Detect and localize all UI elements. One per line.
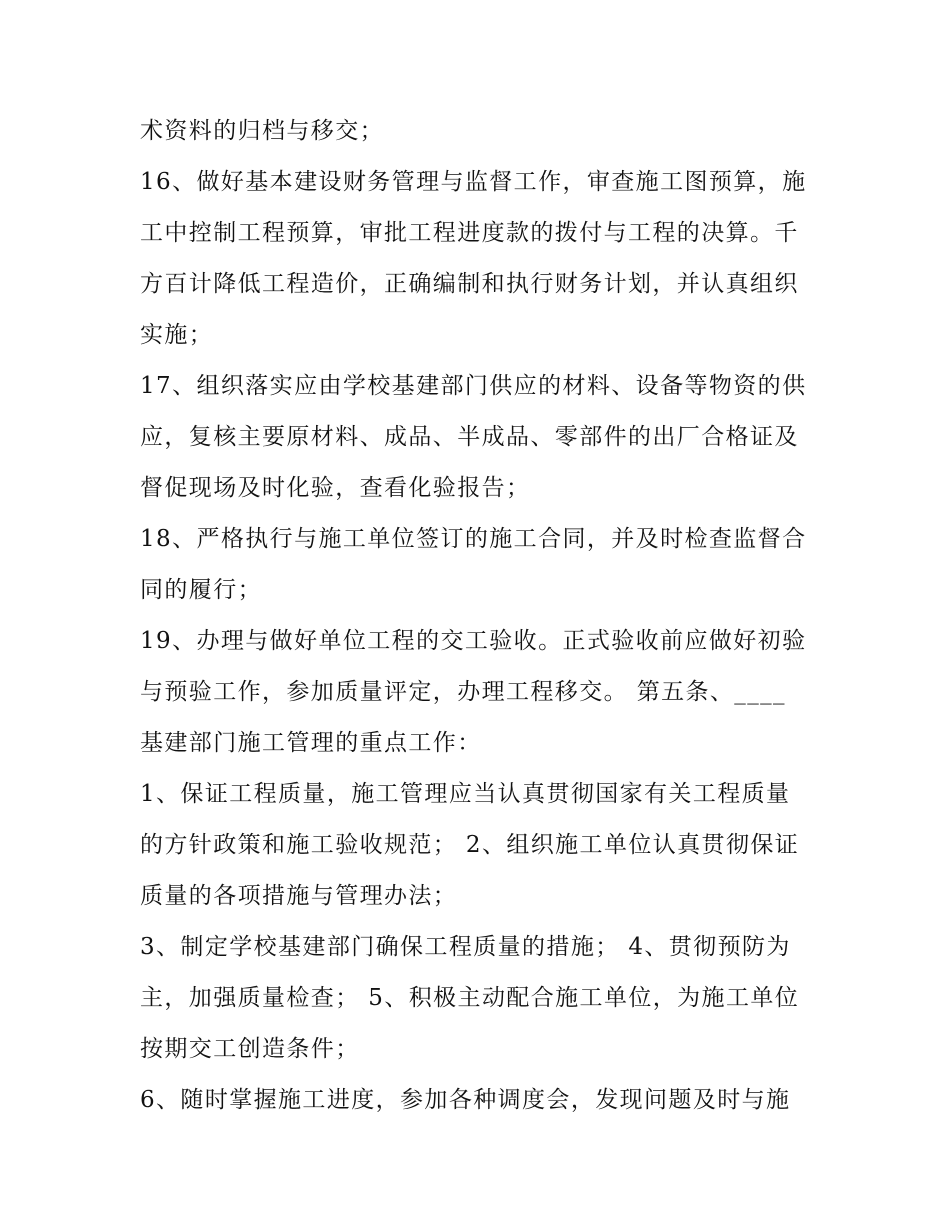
text-line: 6、随时掌握施工进度，参加各种调度会，发现问题及时与施 bbox=[140, 1087, 791, 1113]
text-line: 术资料的归档与移交； bbox=[140, 118, 384, 144]
text-line: 的方针政策和施工验收规范； 2、组织施工单位认真贯彻保证 bbox=[140, 832, 800, 858]
text-line: 同的履行； bbox=[140, 577, 262, 603]
text-line: 按期交工创造条件； bbox=[140, 1036, 360, 1062]
text-line: 1、保证工程质量，施工管理应当认真贯彻国家有关工程质量 bbox=[140, 781, 791, 807]
text-line: 实施； bbox=[140, 322, 214, 348]
text-line: 3、制定学校基建部门确保工程质量的措施； 4、贯彻预防为 bbox=[140, 934, 791, 960]
text-line: 主，加强质量检查； 5、积极主动配合施工单位，为施工单位 bbox=[140, 985, 800, 1011]
text-line: 18、严格执行与施工单位签订的施工合同，并及时检查监督合 bbox=[140, 526, 807, 552]
text-line: 督促现场及时化验，查看化验报告； bbox=[140, 475, 531, 501]
text-line: 与预验工作，参加质量评定，办理工程移交。 第五条、____ bbox=[140, 679, 786, 705]
text-line: 工中控制工程预算，审批工程进度款的拨付与工程的决算。千 bbox=[140, 220, 799, 246]
document-body bbox=[140, 106, 820, 1126]
text-line: 19、办理与做好单位工程的交工验收。正式验收前应做好初验 bbox=[140, 628, 807, 654]
text-line: 基建部门施工管理的重点工作： bbox=[140, 730, 482, 756]
text-line: 方百计降低工程造价，正确编制和执行财务计划，并认真组织 bbox=[140, 271, 799, 297]
text-line: 应，复核主要原材料、成品、半成品、零部件的出厂合格证及 bbox=[140, 424, 799, 450]
text-line: 17、组织落实应由学校基建部门供应的材料、设备等物资的供 bbox=[140, 373, 807, 399]
text-line: 质量的各项措施与管理办法； bbox=[140, 883, 458, 909]
text-line: 16、做好基本建设财务管理与监督工作，审查施工图预算，施 bbox=[140, 169, 807, 195]
